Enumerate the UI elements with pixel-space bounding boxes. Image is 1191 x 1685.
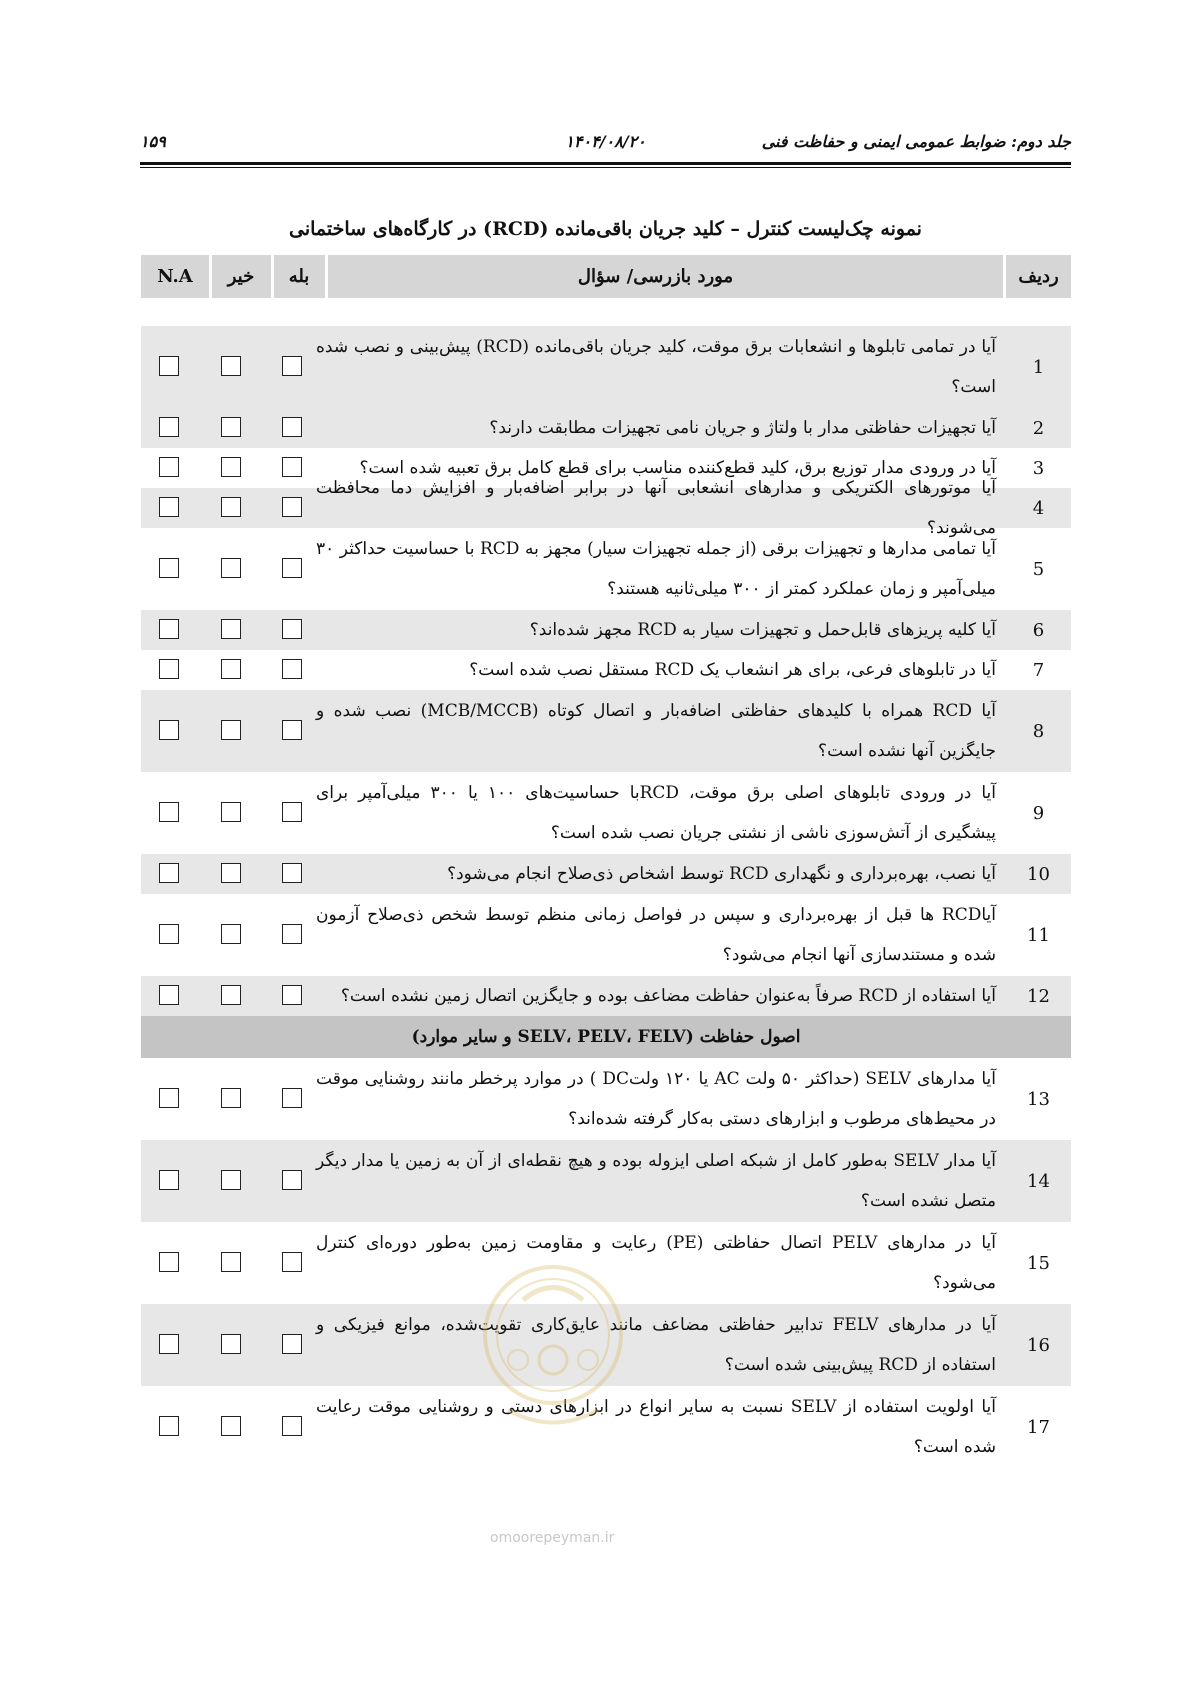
book-title: جلد دوم: ضوابط عمومی ایمنی و حفاظت فنی — [761, 132, 1071, 151]
no-checkbox[interactable] — [221, 924, 241, 944]
row-question: آیا تجهیزات حفاظتی مدار با ولتاژ و جریان نامی تجهیزات مطابقت دارند؟ — [489, 418, 996, 438]
row-number: 1 — [1032, 356, 1045, 378]
row-question: آیا RCD همراه با کلیدهای حفاظتی اضافه‌بار و اتصال کوتاه (MCB/MCCB) نصب شده و جایگزین آنها نشده است؟ — [316, 701, 996, 761]
col-na: N.A — [157, 266, 193, 287]
na-checkbox[interactable] — [159, 1088, 179, 1108]
col-radif: ردیف — [1018, 266, 1059, 287]
no-checkbox[interactable] — [221, 1252, 241, 1272]
table-row — [141, 1140, 1071, 1222]
yes-checkbox[interactable] — [282, 659, 302, 679]
no-checkbox[interactable] — [221, 417, 241, 437]
na-checkbox[interactable] — [159, 863, 179, 883]
row-question: آیا تمامی مدارها و تجهیزات برقی (از جمله تجهیزات سیار) مجهز به RCD با حساسیت حداکثر ۳۰ میلی‌آمپر و زمان عملکرد کمتر از ۳۰۰ میلی‌ثانیه هستند؟ — [316, 539, 996, 599]
na-checkbox[interactable] — [159, 802, 179, 822]
row-number: 10 — [1027, 863, 1050, 885]
no-checkbox[interactable] — [221, 356, 241, 376]
no-checkbox[interactable] — [221, 863, 241, 883]
running-header — [140, 130, 1071, 160]
na-checkbox[interactable] — [159, 497, 179, 517]
row-number: 3 — [1032, 457, 1045, 479]
section-title: اصول حفاظت (SELV، PELV، FELV و سایر موارد) — [411, 1027, 801, 1047]
row-number: 2 — [1032, 417, 1045, 439]
yes-checkbox[interactable] — [282, 863, 302, 883]
table-header — [141, 255, 1071, 298]
na-checkbox[interactable] — [159, 1334, 179, 1354]
na-checkbox[interactable] — [159, 356, 179, 376]
na-checkbox[interactable] — [159, 720, 179, 740]
header-date: ۱۴۰۴/۰۸/۲۰ — [565, 132, 646, 151]
no-checkbox[interactable] — [221, 985, 241, 1005]
row-number: 13 — [1027, 1088, 1050, 1110]
header-rule-thick — [140, 162, 1071, 165]
row-question: آیا در مدارهای FELV تدابیر حفاظتی مضاعف مانند عایق‌کاری تقویت‌شده، موانع فیزیکی و استفاده از RCD پیش‌بینی شده است؟ — [316, 1315, 996, 1375]
row-question: آیا نصب، بهره‌برداری و نگهداری RCD توسط اشخاص ذی‌صلاح انجام می‌شود؟ — [447, 864, 996, 884]
table-row — [141, 610, 1071, 650]
row-number: 8 — [1032, 720, 1045, 742]
col-separator — [271, 255, 274, 298]
table-row — [141, 894, 1071, 976]
no-checkbox[interactable] — [221, 619, 241, 639]
table-row — [141, 690, 1071, 772]
yes-checkbox[interactable] — [282, 720, 302, 740]
watermark-url: omoorepeyman.ir — [490, 1530, 615, 1546]
table-row — [141, 772, 1071, 854]
table-row — [141, 976, 1071, 1016]
header-rule-thin — [140, 167, 1071, 168]
row-number: 4 — [1032, 497, 1045, 519]
row-question: آیا در تمامی تابلوها و انشعابات برق موقت، کلید جریان باقی‌مانده (RCD) پیش‌بینی و نصب شده است؟ — [316, 337, 996, 397]
na-checkbox[interactable] — [159, 985, 179, 1005]
col-question: مورد بازرسی/ سؤال — [577, 266, 734, 287]
yes-checkbox[interactable] — [282, 1252, 302, 1272]
table-row — [141, 408, 1071, 448]
table-row — [141, 478, 1071, 538]
na-checkbox[interactable] — [159, 924, 179, 944]
row-number: 11 — [1027, 924, 1050, 946]
yes-checkbox[interactable] — [282, 558, 302, 578]
na-checkbox[interactable] — [159, 457, 179, 477]
row-question: آیا موتورهای الکتریکی و مدارهای انشعابی آنها در برابر اضافه‌بار و افزایش دما محافظت می‌شوند؟ — [316, 478, 996, 538]
no-checkbox[interactable] — [221, 802, 241, 822]
row-question: آیا مدارهای SELV (حداکثر ۵۰ ولت AC یا ۱۲۰ ولتDC ) در موارد پرخطر مانند روشنایی موقت در محیط‌های مرطوب و ابزارهای دستی به‌کار گرفته شده‌اند؟ — [316, 1069, 996, 1129]
table-row — [141, 528, 1071, 610]
yes-checkbox[interactable] — [282, 924, 302, 944]
row-question: آیا مدار SELV به‌طور کامل از شبکه اصلی ایزوله بوده و هیچ نقطه‌ای از آن به زمین یا مدار دیگر متصل نشده است؟ — [316, 1151, 996, 1211]
row-number: 6 — [1032, 619, 1045, 641]
seal-logo-icon — [478, 1240, 628, 1440]
row-question: آیا در تابلوهای فرعی، برای هر انشعاب یک RCD مستقل نصب شده است؟ — [469, 660, 996, 680]
row-number: 12 — [1027, 985, 1050, 1007]
row-question: آیا کلیه پریزهای قابل‌حمل و تجهیزات سیار به RCD مجهز شده‌اند؟ — [529, 620, 996, 640]
yes-checkbox[interactable] — [282, 1416, 302, 1436]
yes-checkbox[interactable] — [282, 1334, 302, 1354]
col-no: خیر — [227, 266, 255, 287]
row-question: آیا در ورودی مدار توزیع برق، کلید قطع‌کننده مناسب برای قطع کامل برق تعبیه شده است؟ — [359, 458, 996, 478]
yes-checkbox[interactable] — [282, 985, 302, 1005]
col-yes: بله — [288, 266, 310, 287]
row-question: آیاRCD ها قبل از بهره‌برداری و سپس در فواصل زمانی منظم توسط شخص ذی‌صلاح آزمون شده و مستندسازی آنها انجام می‌شود؟ — [316, 905, 996, 965]
no-checkbox[interactable] — [221, 1170, 241, 1190]
row-question: آیا در ورودی تابلوهای اصلی برق موقت، RCDبا حساسیت‌های ۱۰۰ یا ۳۰۰ میلی‌آمپر برای پیشگیری از آتش‌سوزی ناشی از نشتی جریان نصب شده است؟ — [316, 783, 997, 843]
row-number: 5 — [1032, 558, 1045, 580]
yes-checkbox[interactable] — [282, 1170, 302, 1190]
row-question: آیا در مدارهای PELV اتصال حفاظتی (PE) رعایت و مقاومت زمین به‌طور دوره‌ای کنترل می‌شود؟ — [316, 1233, 996, 1293]
col-separator — [325, 255, 328, 298]
na-checkbox[interactable] — [159, 1416, 179, 1436]
no-checkbox[interactable] — [221, 558, 241, 578]
na-checkbox[interactable] — [159, 1252, 179, 1272]
row-number: 9 — [1032, 802, 1045, 824]
section-row — [141, 1016, 1071, 1058]
row-question: آیا اولویت استفاده از SELV نسبت به سایر انواع در ابزارهای دستی و روشنایی موقت رعایت شده است؟ — [316, 1397, 996, 1457]
yes-checkbox[interactable] — [282, 356, 302, 376]
row-number: 14 — [1027, 1170, 1050, 1192]
row-number: 17 — [1027, 1416, 1050, 1438]
no-checkbox[interactable] — [221, 1088, 241, 1108]
page-number: ۱۵۹ — [140, 132, 166, 151]
na-checkbox[interactable] — [159, 417, 179, 437]
row-number: 16 — [1027, 1334, 1050, 1356]
table-row — [141, 650, 1071, 690]
no-checkbox[interactable] — [221, 659, 241, 679]
yes-checkbox[interactable] — [282, 1088, 302, 1108]
na-checkbox[interactable] — [159, 1170, 179, 1190]
yes-checkbox[interactable] — [282, 802, 302, 822]
table-row — [141, 326, 1071, 408]
na-checkbox[interactable] — [159, 619, 179, 639]
yes-checkbox[interactable] — [282, 497, 302, 517]
col-separator — [209, 255, 212, 298]
no-checkbox[interactable] — [221, 457, 241, 477]
na-checkbox[interactable] — [159, 558, 179, 578]
row-number: 15 — [1027, 1252, 1050, 1274]
yes-checkbox[interactable] — [282, 417, 302, 437]
page-title: نمونه چک‌لیست کنترل – کلید جریان باقی‌مانده (RCD) در کارگاه‌های ساختمانی — [289, 218, 922, 240]
no-checkbox[interactable] — [221, 497, 241, 517]
no-checkbox[interactable] — [221, 1416, 241, 1436]
col-separator — [1003, 255, 1006, 298]
no-checkbox[interactable] — [221, 720, 241, 740]
na-checkbox[interactable] — [159, 659, 179, 679]
table-row — [141, 1058, 1071, 1140]
yes-checkbox[interactable] — [282, 619, 302, 639]
table-row — [141, 854, 1071, 894]
no-checkbox[interactable] — [221, 1334, 241, 1354]
yes-checkbox[interactable] — [282, 457, 302, 477]
row-question: آیا استفاده از RCD صرفاً به‌عنوان حفاظت مضاعف بوده و جایگزین اتصال زمین نشده است؟ — [340, 986, 996, 1006]
row-number: 7 — [1032, 659, 1045, 681]
